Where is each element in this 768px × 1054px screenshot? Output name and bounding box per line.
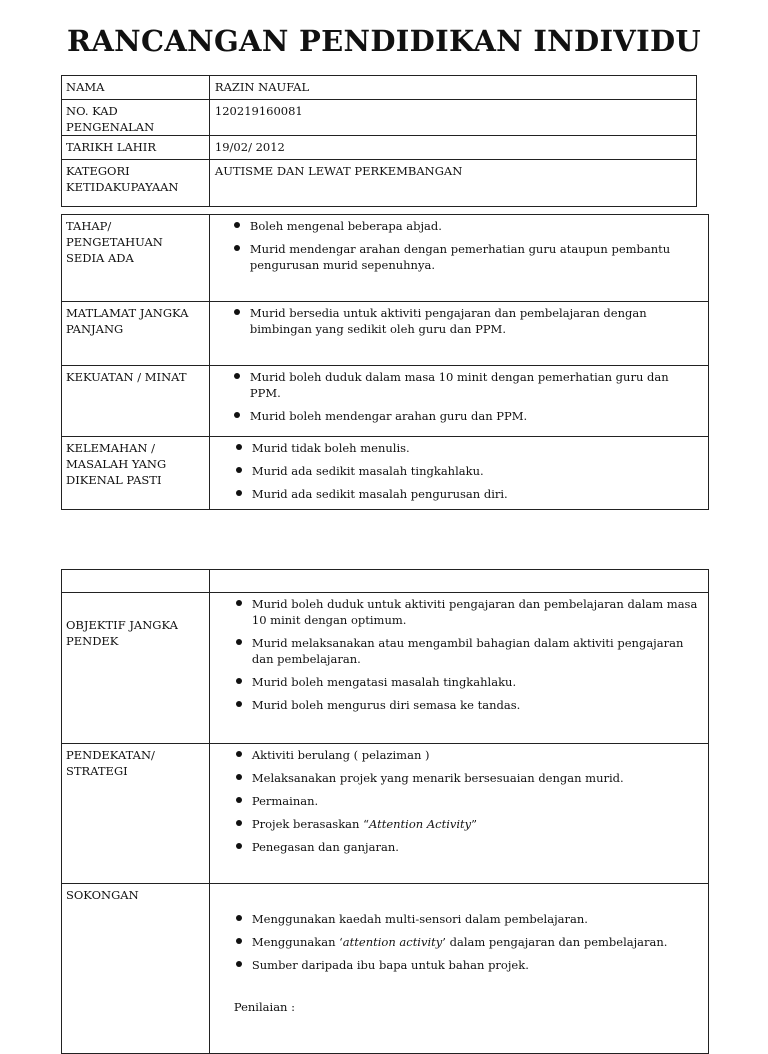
bullet-list (234, 596, 703, 713)
section-label: MATLAMAT JANGKA PANJANG (62, 302, 210, 366)
list-item: Murid mendengar arahan dengan pemerhatian guru ataupun pembantu pengurusan murid sepenuhnya. (232, 241, 703, 273)
list-item: Murid boleh mendengar arahan guru dan PPM. (232, 408, 703, 424)
bullet-list (232, 305, 703, 337)
info-row-nama (62, 76, 697, 100)
bullet-list (234, 440, 703, 502)
plan-table (61, 569, 709, 1054)
section-label: KELEMAHAN / MASALAH YANG DIKENAL PASTI (62, 437, 210, 510)
italic-term: attention activity (342, 935, 443, 949)
italic-term: Attention Activity (368, 817, 472, 831)
profile-row-kekuatan (62, 366, 709, 437)
info-label: TARIKH LAHIR (62, 136, 210, 160)
list-item: Murid ada sedikit masalah tingkahlaku. (234, 463, 703, 479)
list-item: Murid boleh mengatasi masalah tingkahlaku. (234, 674, 703, 690)
profile-row-tahap (62, 215, 709, 302)
list-item: Murid tidak boleh menulis. (234, 440, 703, 456)
info-row-dob (62, 136, 697, 160)
info-value: RAZIN NAUFAL (209, 76, 696, 100)
list-item (234, 816, 703, 832)
list-item: Murid bersedia untuk aktiviti pengajaran dan pembelajaran dengan bimbingan yang sedikit oleh guru dan PPM. (232, 305, 703, 337)
student-info-table (61, 75, 697, 207)
info-value: AUTISME DAN LEWAT PERKEMBANGAN (209, 160, 696, 207)
bullet-list (234, 747, 703, 855)
list-item: Murid melaksanakan atau mengambil bahagian dalam aktiviti pengajaran dan pembelajaran. (234, 635, 703, 667)
list-item: Melaksanakan projek yang menarik bersesuaian dengan murid. (234, 770, 703, 786)
list-item: Permainan. (234, 793, 703, 809)
info-row-ic (62, 100, 697, 136)
page-title: RANCANGAN PENDIDIKAN INDIVIDU (66, 24, 702, 58)
section-label: PENDEKATAN/ STRATEGI (62, 744, 210, 884)
info-label: KATEGORI KETIDAKUPAYAAN (62, 160, 210, 207)
bullet-list (234, 911, 703, 973)
list-item: Penegasan dan ganjaran. (234, 839, 703, 855)
list-item: Murid boleh mengurus diri semasa ke tandas. (234, 697, 703, 713)
list-item: Menggunakan kaedah multi-sensori dalam pembelajaran. (234, 911, 703, 927)
info-label: NAMA (62, 76, 210, 100)
info-value: 19/02/ 2012 (209, 136, 696, 160)
list-item: Aktiviti berulang ( pelaziman ) (234, 747, 703, 763)
list-item: Murid boleh duduk dalam masa 10 minit dengan pemerhatian guru dan PPM. (232, 369, 703, 401)
plan-row-objektif (62, 593, 709, 744)
info-value: 120219160081 (209, 100, 696, 136)
list-item (234, 934, 703, 950)
profile-table (61, 214, 709, 510)
plan-row-pendekatan (62, 744, 709, 884)
text-segment: Menggunakan ‘ (251, 935, 343, 949)
bullet-list (232, 218, 703, 273)
list-item: Murid ada sedikit masalah pengurusan diri. (234, 486, 703, 502)
empty-cell (209, 570, 708, 593)
profile-row-kelemahan (62, 437, 709, 510)
section-label: OBJEKTIF JANGKA PENDEK (62, 593, 210, 744)
text-segment: Projek berasaskan “ (251, 817, 369, 831)
empty-cell (62, 570, 210, 593)
section-label: TAHAP/ PENGETAHUAN SEDIA ADA (62, 215, 210, 302)
section-label: SOKONGAN (62, 884, 210, 1054)
list-item: Boleh mengenal beberapa abjad. (232, 218, 703, 234)
bullet-list (232, 369, 703, 424)
plan-header-row (62, 570, 709, 593)
list-item: Murid boleh duduk untuk aktiviti pengajaran dan pembelajaran dalam masa 10 minit dengan optimum. (234, 596, 703, 628)
section-label: KEKUATAN / MINAT (62, 366, 210, 437)
info-row-category (62, 160, 697, 207)
plan-row-sokongan (62, 884, 709, 1054)
info-label: NO. KAD PENGENALAN (62, 100, 210, 136)
profile-row-matlamat (62, 302, 709, 366)
text-segment: ” (471, 817, 478, 831)
penilaian-label: Penilaian : (233, 1000, 295, 1014)
text-segment: ’ dalam pengajaran dan pembelajaran. (442, 935, 668, 949)
list-item: Sumber daripada ibu bapa untuk bahan projek. (234, 957, 703, 973)
